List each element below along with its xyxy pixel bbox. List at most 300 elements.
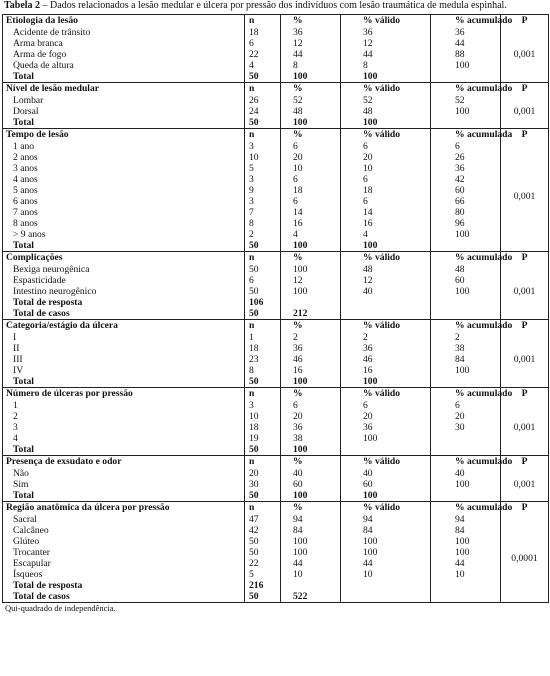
cell-n: 18 <box>245 422 281 433</box>
cell-n: 3 <box>245 400 281 411</box>
cell-val: 2 <box>341 332 431 343</box>
p-value: 0,001 <box>501 95 549 129</box>
cell-n: 9 <box>245 185 281 196</box>
cell-n: 50 <box>245 376 281 388</box>
cell-acc: 60 <box>431 185 501 196</box>
column-header-pct: % <box>281 502 341 515</box>
table-row <box>3 264 549 275</box>
cell-acc: 36 <box>431 163 501 174</box>
column-header-pct: % <box>281 456 341 469</box>
column-header-acc: % acumulado <box>431 456 501 469</box>
table-row <box>3 106 549 117</box>
p-value: 0,001 <box>501 400 549 456</box>
row-label: Calcâneo <box>13 525 49 536</box>
section-title: Categoria/estágio da úlcera <box>3 320 245 333</box>
column-header-n: n <box>245 129 281 142</box>
cell-acc: 26 <box>431 152 501 163</box>
table-row <box>3 27 549 38</box>
cell-n: 18 <box>245 27 281 38</box>
row-label: 3 anos <box>13 163 38 174</box>
table-row <box>3 514 549 525</box>
cell-acc: 36 <box>431 27 501 38</box>
caption-label: Tabela 2 <box>4 0 41 11</box>
row-label: Total <box>3 444 245 456</box>
row-label: Dorsal <box>13 106 39 117</box>
column-header-val: % válido <box>341 502 431 515</box>
cell-pct: 100 <box>281 536 341 547</box>
cell-n: 19 <box>245 433 281 444</box>
table-row <box>3 218 549 229</box>
row-label: II <box>13 343 20 354</box>
cell-val: 100 <box>341 117 431 129</box>
cell-acc <box>431 433 501 444</box>
column-header-pct: % <box>281 320 341 333</box>
cell-n: 5 <box>245 569 281 580</box>
table-row <box>3 152 549 163</box>
cell-pct: 10 <box>281 163 341 174</box>
table-row <box>3 207 549 218</box>
cell-acc: 60 <box>431 275 501 286</box>
cell-val: 48 <box>341 106 431 117</box>
section-header-row <box>3 252 549 265</box>
column-header-n: n <box>245 15 281 28</box>
cell-pct: 6 <box>281 174 341 185</box>
cell-pct: 100 <box>281 240 341 252</box>
cell-n: 22 <box>245 558 281 569</box>
row-label: Escapular <box>13 558 51 569</box>
cell-pct: 16 <box>281 218 341 229</box>
cell-pct: 36 <box>281 27 341 38</box>
cell-n: 50 <box>245 490 281 502</box>
cell-acc: 10 <box>431 569 501 580</box>
cell-pct: 100 <box>281 490 341 502</box>
table-row <box>3 141 549 152</box>
cell-n: 3 <box>245 196 281 207</box>
cell-pct: 212 <box>281 308 341 320</box>
table-caption <box>2 0 548 14</box>
cell-n: 4 <box>245 60 281 71</box>
cell-acc: 42 <box>431 174 501 185</box>
cell-pct: 44 <box>281 558 341 569</box>
cell-n: 6 <box>245 275 281 286</box>
column-header-n: n <box>245 320 281 333</box>
section-header-row <box>3 129 549 142</box>
cell-pct: 48 <box>281 106 341 117</box>
column-header-n: n <box>245 252 281 265</box>
row-label: Lombar <box>13 95 44 106</box>
column-header-p: P <box>501 456 549 469</box>
cell-val: 100 <box>341 536 431 547</box>
cell-n: 1 <box>245 332 281 343</box>
cell-pct: 2 <box>281 332 341 343</box>
row-label: 4 <box>13 433 18 444</box>
row-label: Total de casos <box>3 308 245 320</box>
cell-val <box>341 591 431 603</box>
row-label: 5 anos <box>13 185 38 196</box>
cell-acc <box>431 376 501 388</box>
table-row <box>3 196 549 207</box>
row-label: 8 anos <box>13 218 38 229</box>
cell-pct: 40 <box>281 468 341 479</box>
row-label: Total <box>3 117 245 129</box>
cell-pct: 60 <box>281 479 341 490</box>
cell-n: 8 <box>245 365 281 376</box>
total-row <box>3 591 549 603</box>
table-row <box>3 547 549 558</box>
cell-pct: 84 <box>281 525 341 536</box>
total-row <box>3 490 549 502</box>
cell-pct: 6 <box>281 400 341 411</box>
cell-val: 84 <box>341 525 431 536</box>
table-row <box>3 479 549 490</box>
column-header-p: P <box>501 388 549 401</box>
row-label: Bexiga neurogênica <box>13 264 90 275</box>
table-row <box>3 49 549 60</box>
column-header-n: n <box>245 83 281 96</box>
section-title: Tempo de lesão <box>3 129 245 142</box>
column-header-n: n <box>245 388 281 401</box>
row-label: 1 ano <box>13 141 35 152</box>
cell-acc: 6 <box>431 400 501 411</box>
table-row <box>3 569 549 580</box>
cell-val: 44 <box>341 558 431 569</box>
table-row <box>3 60 549 71</box>
p-value: 0,001 <box>501 264 549 320</box>
cell-n: 50 <box>245 264 281 275</box>
column-header-pct: % <box>281 129 341 142</box>
cell-val: 100 <box>341 547 431 558</box>
table-row <box>3 536 549 547</box>
column-header-val: % válido <box>341 129 431 142</box>
row-label: Total <box>3 240 245 252</box>
total-row <box>3 444 549 456</box>
table-row <box>3 354 549 365</box>
column-header-p: P <box>501 83 549 96</box>
cell-val: 20 <box>341 152 431 163</box>
cell-acc <box>431 117 501 129</box>
section-title: Complicações <box>3 252 245 265</box>
cell-acc: 100 <box>431 106 501 117</box>
cell-acc: 100 <box>431 479 501 490</box>
cell-val: 100 <box>341 433 431 444</box>
cell-n: 24 <box>245 106 281 117</box>
cell-pct: 38 <box>281 433 341 444</box>
column-header-n: n <box>245 502 281 515</box>
cell-n: 7 <box>245 207 281 218</box>
cell-pct: 100 <box>281 71 341 83</box>
cell-acc: 84 <box>431 354 501 365</box>
row-label: Total de resposta <box>13 580 83 591</box>
cell-pct: 100 <box>281 117 341 129</box>
cell-n: 216 <box>245 580 281 591</box>
section-title: Etiologia da lesão <box>3 15 245 28</box>
column-header-acc: % acumulado <box>431 388 501 401</box>
section-header-row <box>3 502 549 515</box>
cell-n: 30 <box>245 479 281 490</box>
row-label: 2 <box>13 411 18 422</box>
cell-acc: 100 <box>431 365 501 376</box>
cell-acc <box>431 444 501 456</box>
cell-n: 2 <box>245 229 281 240</box>
cell-pct: 20 <box>281 411 341 422</box>
table-row <box>3 468 549 479</box>
column-header-p: P <box>501 252 549 265</box>
cell-val: 36 <box>341 422 431 433</box>
cell-val: 16 <box>341 365 431 376</box>
cell-val: 100 <box>341 240 431 252</box>
cell-n: 50 <box>245 71 281 83</box>
cell-val: 8 <box>341 60 431 71</box>
p-value: 0,001 <box>501 332 549 388</box>
cell-acc: 38 <box>431 343 501 354</box>
cell-acc: 88 <box>431 49 501 60</box>
cell-acc: 80 <box>431 207 501 218</box>
cell-val: 44 <box>341 49 431 60</box>
cell-acc <box>431 591 501 603</box>
row-label: Total <box>3 376 245 388</box>
cell-n: 10 <box>245 411 281 422</box>
total-row <box>3 308 549 320</box>
row-label: IV <box>13 365 24 376</box>
cell-acc: 100 <box>431 60 501 71</box>
total-row <box>3 71 549 83</box>
column-header-val: % válido <box>341 252 431 265</box>
section-header-row <box>3 388 549 401</box>
cell-pct: 100 <box>281 444 341 456</box>
cell-acc: 40 <box>431 468 501 479</box>
cell-n: 3 <box>245 174 281 185</box>
subtotal-row <box>3 297 549 308</box>
table-row <box>3 433 549 444</box>
cell-n: 3 <box>245 141 281 152</box>
p-value: 0,001 <box>501 27 549 83</box>
column-header-pct: % <box>281 252 341 265</box>
cell-val: 40 <box>341 286 431 297</box>
section-title: Nível de lesão medular <box>3 83 245 96</box>
cell-n: 6 <box>245 38 281 49</box>
row-label: Ísqueos <box>13 569 43 580</box>
cell-acc: 94 <box>431 514 501 525</box>
row-label: 6 anos <box>13 196 38 207</box>
cell-val: 10 <box>341 569 431 580</box>
table-row <box>3 365 549 376</box>
p-value: 0,001 <box>501 468 549 502</box>
cell-pct: 100 <box>281 547 341 558</box>
cell-pct: 14 <box>281 207 341 218</box>
row-label: 7 anos <box>13 207 38 218</box>
cell-val <box>341 308 431 320</box>
cell-pct: 36 <box>281 422 341 433</box>
cell-pct: 36 <box>281 343 341 354</box>
row-label: Sim <box>13 479 29 490</box>
cell-acc: 96 <box>431 218 501 229</box>
column-header-val: % válido <box>341 15 431 28</box>
cell-n: 50 <box>245 117 281 129</box>
column-header-pct: % <box>281 15 341 28</box>
row-label: 4 anos <box>13 174 38 185</box>
cell-n: 50 <box>245 536 281 547</box>
cell-val <box>341 297 431 308</box>
cell-val: 14 <box>341 207 431 218</box>
cell-acc: 30 <box>431 422 501 433</box>
row-label: Total <box>3 490 245 502</box>
cell-val: 48 <box>341 264 431 275</box>
column-header-pct: % <box>281 83 341 96</box>
row-label: 3 <box>13 422 18 433</box>
column-header-pct: % <box>281 388 341 401</box>
table-row <box>3 38 549 49</box>
cell-n: 23 <box>245 354 281 365</box>
cell-val: 6 <box>341 400 431 411</box>
row-label: Sacral <box>13 514 37 525</box>
column-header-acc: % acumulado <box>431 15 501 28</box>
cell-n: 50 <box>245 308 281 320</box>
cell-acc: 100 <box>431 547 501 558</box>
data-table <box>2 14 549 603</box>
row-label: Total de resposta <box>13 297 83 308</box>
section-title: Região anatômica da úlcera por pressão <box>3 502 245 515</box>
table-row <box>3 286 549 297</box>
row-label: Não <box>13 468 29 479</box>
section-title: Presença de exsudato e odor <box>3 456 245 469</box>
cell-val: 4 <box>341 229 431 240</box>
table-row <box>3 332 549 343</box>
cell-n: 106 <box>245 297 281 308</box>
table-row <box>3 95 549 106</box>
table-row <box>3 525 549 536</box>
row-label: Glúteo <box>13 536 40 547</box>
cell-acc: 100 <box>431 229 501 240</box>
cell-pct: 6 <box>281 141 341 152</box>
cell-pct: 6 <box>281 196 341 207</box>
cell-acc <box>431 71 501 83</box>
table-row <box>3 275 549 286</box>
section-header-row <box>3 456 549 469</box>
cell-acc: 66 <box>431 196 501 207</box>
cell-pct: 100 <box>281 376 341 388</box>
table-row <box>3 343 549 354</box>
cell-acc <box>431 240 501 252</box>
column-header-p: P <box>501 129 549 142</box>
section-header-row <box>3 15 549 28</box>
cell-val: 18 <box>341 185 431 196</box>
table-row <box>3 185 549 196</box>
cell-val: 46 <box>341 354 431 365</box>
cell-val <box>341 580 431 591</box>
section-header-row <box>3 320 549 333</box>
row-label: Total de casos <box>3 591 245 603</box>
cell-val: 36 <box>341 343 431 354</box>
cell-n: 50 <box>245 547 281 558</box>
row-label: Total <box>3 71 245 83</box>
cell-val: 60 <box>341 479 431 490</box>
p-value: 0,0001 <box>501 514 549 603</box>
row-label: 1 <box>13 400 18 411</box>
cell-val: 6 <box>341 196 431 207</box>
column-header-val: % válido <box>341 388 431 401</box>
cell-pct <box>281 297 341 308</box>
cell-val: 12 <box>341 38 431 49</box>
cell-pct: 100 <box>281 264 341 275</box>
cell-val: 12 <box>341 275 431 286</box>
cell-n: 50 <box>245 591 281 603</box>
table-row <box>3 411 549 422</box>
table-body <box>3 15 549 603</box>
column-header-val: % válido <box>341 456 431 469</box>
column-header-acc: % acumulado <box>431 252 501 265</box>
row-label: > 9 anos <box>13 229 46 240</box>
cell-n: 10 <box>245 152 281 163</box>
table-row <box>3 163 549 174</box>
cell-val: 6 <box>341 141 431 152</box>
cell-pct: 12 <box>281 275 341 286</box>
p-value: 0,001 <box>501 141 549 252</box>
row-label: Arma branca <box>13 38 63 49</box>
table-row <box>3 400 549 411</box>
caption-text: – Dados relacionados a lesão medular e úlcera por pressão dos indivíduos com lesão traumática de medula espinhal. <box>40 0 507 11</box>
row-label: Espasticidade <box>13 275 66 286</box>
cell-n: 50 <box>245 240 281 252</box>
cell-acc <box>431 580 501 591</box>
cell-val: 100 <box>341 376 431 388</box>
cell-acc: 44 <box>431 558 501 569</box>
table-row <box>3 558 549 569</box>
cell-pct <box>281 580 341 591</box>
column-header-acc: % acumulado <box>431 83 501 96</box>
cell-acc: 44 <box>431 38 501 49</box>
total-row <box>3 376 549 388</box>
cell-pct: 8 <box>281 60 341 71</box>
cell-acc: 48 <box>431 264 501 275</box>
cell-pct: 52 <box>281 95 341 106</box>
row-label: I <box>13 332 17 343</box>
column-header-acc: % acumulado <box>431 320 501 333</box>
cell-pct: 4 <box>281 229 341 240</box>
cell-val: 94 <box>341 514 431 525</box>
cell-pct: 18 <box>281 185 341 196</box>
cell-val: 20 <box>341 411 431 422</box>
row-label: Acidente de trânsito <box>13 27 91 38</box>
cell-pct: 100 <box>281 286 341 297</box>
cell-val: 100 <box>341 490 431 502</box>
cell-pct: 46 <box>281 354 341 365</box>
cell-n: 50 <box>245 286 281 297</box>
cell-val: 36 <box>341 27 431 38</box>
cell-val: 6 <box>341 174 431 185</box>
total-row <box>3 117 549 129</box>
cell-val: 52 <box>341 95 431 106</box>
cell-pct: 522 <box>281 591 341 603</box>
cell-n: 20 <box>245 468 281 479</box>
cell-n: 42 <box>245 525 281 536</box>
cell-acc: 2 <box>431 332 501 343</box>
table-row <box>3 174 549 185</box>
column-header-val: % válido <box>341 83 431 96</box>
column-header-p: P <box>501 502 549 515</box>
row-label: Queda de altura <box>13 60 74 71</box>
cell-acc: 6 <box>431 141 501 152</box>
cell-acc: 100 <box>431 286 501 297</box>
cell-pct: 20 <box>281 152 341 163</box>
cell-pct: 10 <box>281 569 341 580</box>
table-container <box>2 0 548 613</box>
cell-val: 16 <box>341 218 431 229</box>
column-header-p: P <box>501 15 549 28</box>
cell-val: 100 <box>341 71 431 83</box>
cell-n: 18 <box>245 343 281 354</box>
cell-n: 50 <box>245 444 281 456</box>
cell-acc: 52 <box>431 95 501 106</box>
